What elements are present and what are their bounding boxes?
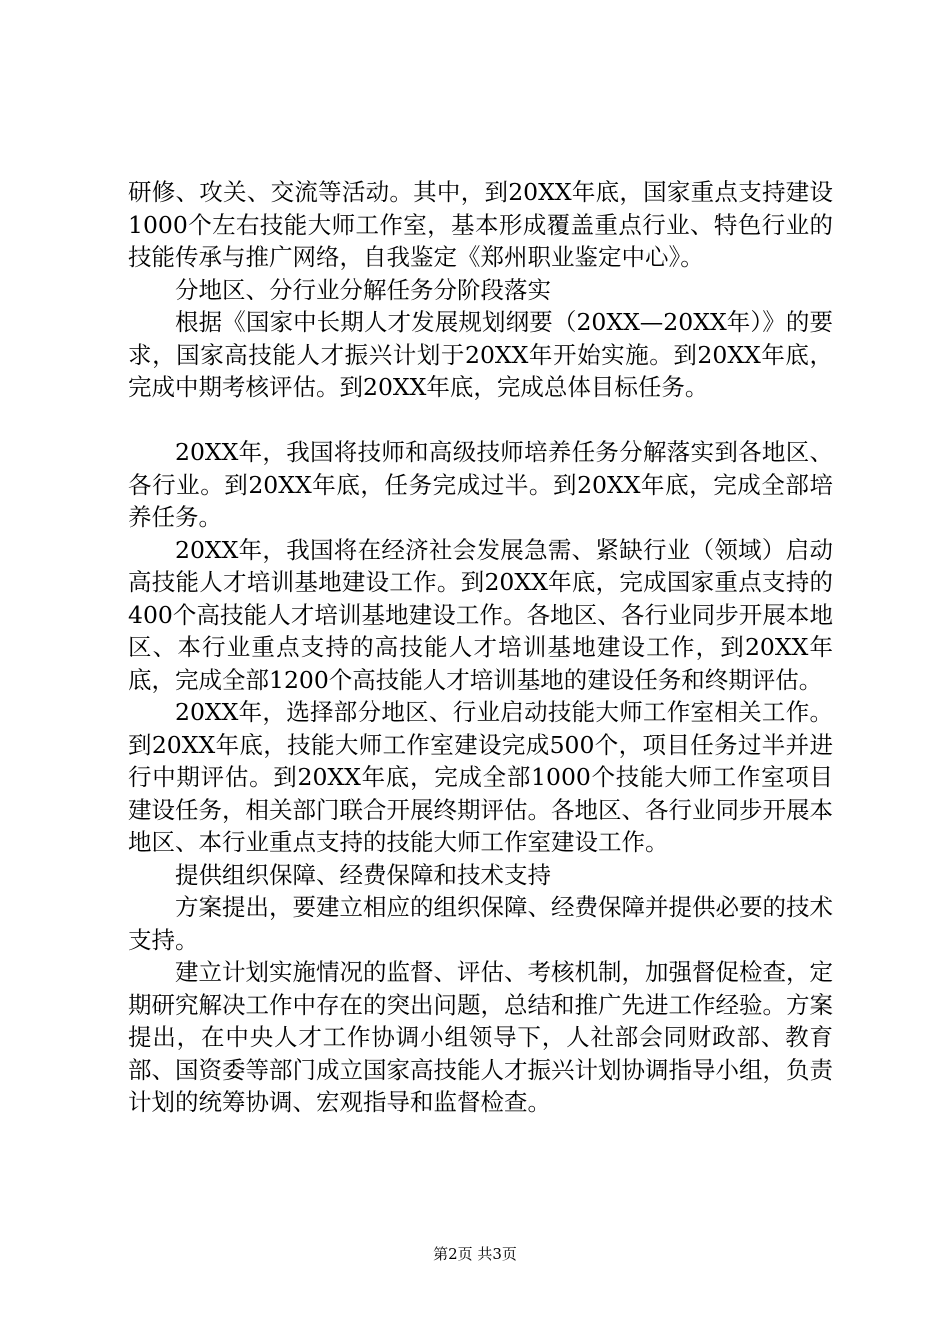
paragraph-supervision: 建立计划实施情况的监督、评估、考核机制，加强督促检查，定期研究解决工作中存在的突出问题，总结和推广先进工作经验。方案提出，在中央人才工作协调小组领导下，人社部会同财政部、教育部、国资委等部门成立国家高技能人才振兴计划协调指导小组，负责计划的统筹协调、宏观指导和监督检查。 xyxy=(128,958,833,1116)
paragraph-plan-timeline: 根据《国家中长期人才发展规划纲要（20XX—20XX年）》的要求，国家高技能人才振兴计划于20XX年开始实施。到20XX年底，完成中期考核评估。到20XX年底，完成总体目标任务。 xyxy=(128,308,833,401)
page-footer: 第2页 共3页 xyxy=(433,1245,517,1263)
paragraph-master-studios: 20XX年，选择部分地区、行业启动技能大师工作室相关工作。到20XX年底，技能大师工作室建设完成500个，项目任务过半并进行中期评估。到20XX年底，完成全部1000个技能大师工作室项目建设任务，相关部门联合开展终期评估。各地区、各行业同步开展本地区、本行业重点支持的技能大师工作室建设工作。 xyxy=(128,698,833,856)
document-body xyxy=(128,176,833,1119)
section-heading-support: 提供组织保障、经费保障和技术支持 xyxy=(175,860,551,889)
paragraph-support-summary: 方案提出，要建立相应的组织保障、经费保障并提供必要的技术支持。 xyxy=(128,893,833,954)
paragraph-gap xyxy=(128,404,833,437)
section-heading-task-breakdown: 分地区、分行业分解任务分阶段落实 xyxy=(175,275,551,304)
paragraph-training-bases: 20XX年，我国将在经济社会发展急需、紧缺行业（领域）启动高技能人才培训基地建设工作。到20XX年底，完成国家重点支持的400个高技能人才培训基地建设工作。各地区、各行业同步开展本地区、本行业重点支持的高技能人才培训基地建设工作，到20XX年底，完成全部1200个高技能人才培训基地的建设任务和终期评估。 xyxy=(128,535,833,694)
paragraph-continuation: 研修、攻关、交流等活动。其中，到20XX年底，国家重点支持建设1000个左右技能大师工作室，基本形成覆盖重点行业、特色行业的技能传承与推广网络，自我鉴定《郑州职业鉴定中心》。 xyxy=(128,178,833,271)
paragraph-technician-training: 20XX年，我国将技师和高级技师培养任务分解落实到各地区、各行业。到20XX年底，任务完成过半。到20XX年底，完成全部培养任务。 xyxy=(128,438,833,531)
